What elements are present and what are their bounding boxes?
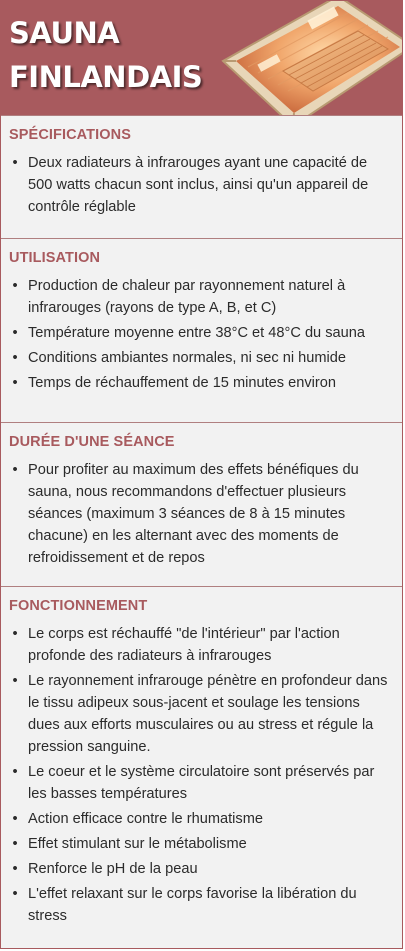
list-item-text: L'effet relaxant sur le corps favorise la libération du stress bbox=[28, 886, 357, 924]
section-title: SPÉCIFICATIONS bbox=[9, 127, 131, 143]
list-item bbox=[9, 372, 394, 394]
list-item-text: Le coeur et le système circulatoire sont préservés par les basses températures bbox=[28, 764, 375, 802]
bullet-icon: • bbox=[12, 375, 18, 391]
list-item-text: Le corps est réchauffé "de l'intérieur" par l'action profonde des radiateurs à infrarouges bbox=[28, 626, 340, 664]
list-item bbox=[9, 761, 394, 805]
bullet-icon: • bbox=[12, 811, 18, 827]
list-item-text: Conditions ambiantes normales, ni sec ni humide bbox=[28, 350, 346, 366]
list-item-text: Pour profiter au maximum des effets bénéfiques du sauna, nous recommandons d'effectuer plusieurs séances (maximum 3 séances de 8 à 15 minutes chacune) en les alternant avec des moments de refroidissement et de repos bbox=[28, 462, 359, 566]
bullet-icon: • bbox=[12, 325, 18, 341]
list-item bbox=[9, 670, 394, 758]
list-item-text: Action efficace contre le rhumatisme bbox=[28, 811, 263, 827]
bullet-icon: • bbox=[12, 673, 18, 689]
list-item-text: Température moyenne entre 38°C et 48°C du sauna bbox=[28, 325, 365, 341]
list-item-text: Deux radiateurs à infrarouges ayant une capacité de 500 watts chacun sont inclus, ainsi qu'un appareil de contrôle réglable bbox=[28, 155, 369, 215]
bullet-icon: • bbox=[12, 278, 18, 294]
bullet-icon: • bbox=[12, 886, 18, 902]
section-title: UTILISATION bbox=[9, 250, 101, 266]
list-item bbox=[9, 623, 394, 667]
bullet-icon: • bbox=[12, 861, 18, 877]
list-item bbox=[9, 808, 394, 830]
list-item-text: Renforce le pH de la peau bbox=[28, 861, 198, 877]
section-title: DURÉE D'UNE SÉANCE bbox=[9, 434, 175, 450]
section-fonctionnement bbox=[1, 586, 402, 937]
title-line-1: SAUNA bbox=[9, 16, 120, 50]
bullet-icon: • bbox=[12, 626, 18, 642]
section-duree-seance bbox=[1, 422, 402, 586]
header-banner bbox=[1, 1, 402, 115]
page-title bbox=[9, 11, 202, 99]
bullet-icon: • bbox=[12, 462, 18, 478]
list-item bbox=[9, 459, 394, 569]
list-item bbox=[9, 322, 394, 344]
title-line-2: FINLANDAIS bbox=[9, 60, 203, 94]
bullet-icon: • bbox=[12, 155, 18, 171]
list-item-text: Temps de réchauffement de 15 minutes environ bbox=[28, 375, 336, 391]
bullet-icon: • bbox=[12, 764, 18, 780]
section-utilisation bbox=[1, 238, 402, 422]
list-item-text: Le rayonnement infrarouge pénètre en profondeur dans le tissu adipeux sous-jacent et soulage les tensions dues aux efforts musculaires ou au stress et régule la pression sanguine. bbox=[28, 673, 388, 755]
section-specifications bbox=[1, 115, 402, 238]
section-list bbox=[9, 459, 394, 569]
list-item bbox=[9, 883, 394, 927]
list-item bbox=[9, 275, 394, 319]
bullet-icon: • bbox=[12, 836, 18, 852]
section-list bbox=[9, 623, 394, 927]
list-item-text: Effet stimulant sur le métabolisme bbox=[28, 836, 247, 852]
section-list bbox=[9, 275, 394, 394]
list-item bbox=[9, 347, 394, 369]
list-item-text: Production de chaleur par rayonnement naturel à infrarouges (rayons de type A, B, et C) bbox=[28, 278, 346, 316]
sauna-interior-image bbox=[188, 1, 402, 115]
list-item bbox=[9, 833, 394, 855]
list-item bbox=[9, 152, 394, 218]
list-item bbox=[9, 858, 394, 880]
bullet-icon: • bbox=[12, 350, 18, 366]
section-list bbox=[9, 152, 394, 218]
section-title: FONCTIONNEMENT bbox=[9, 598, 148, 614]
